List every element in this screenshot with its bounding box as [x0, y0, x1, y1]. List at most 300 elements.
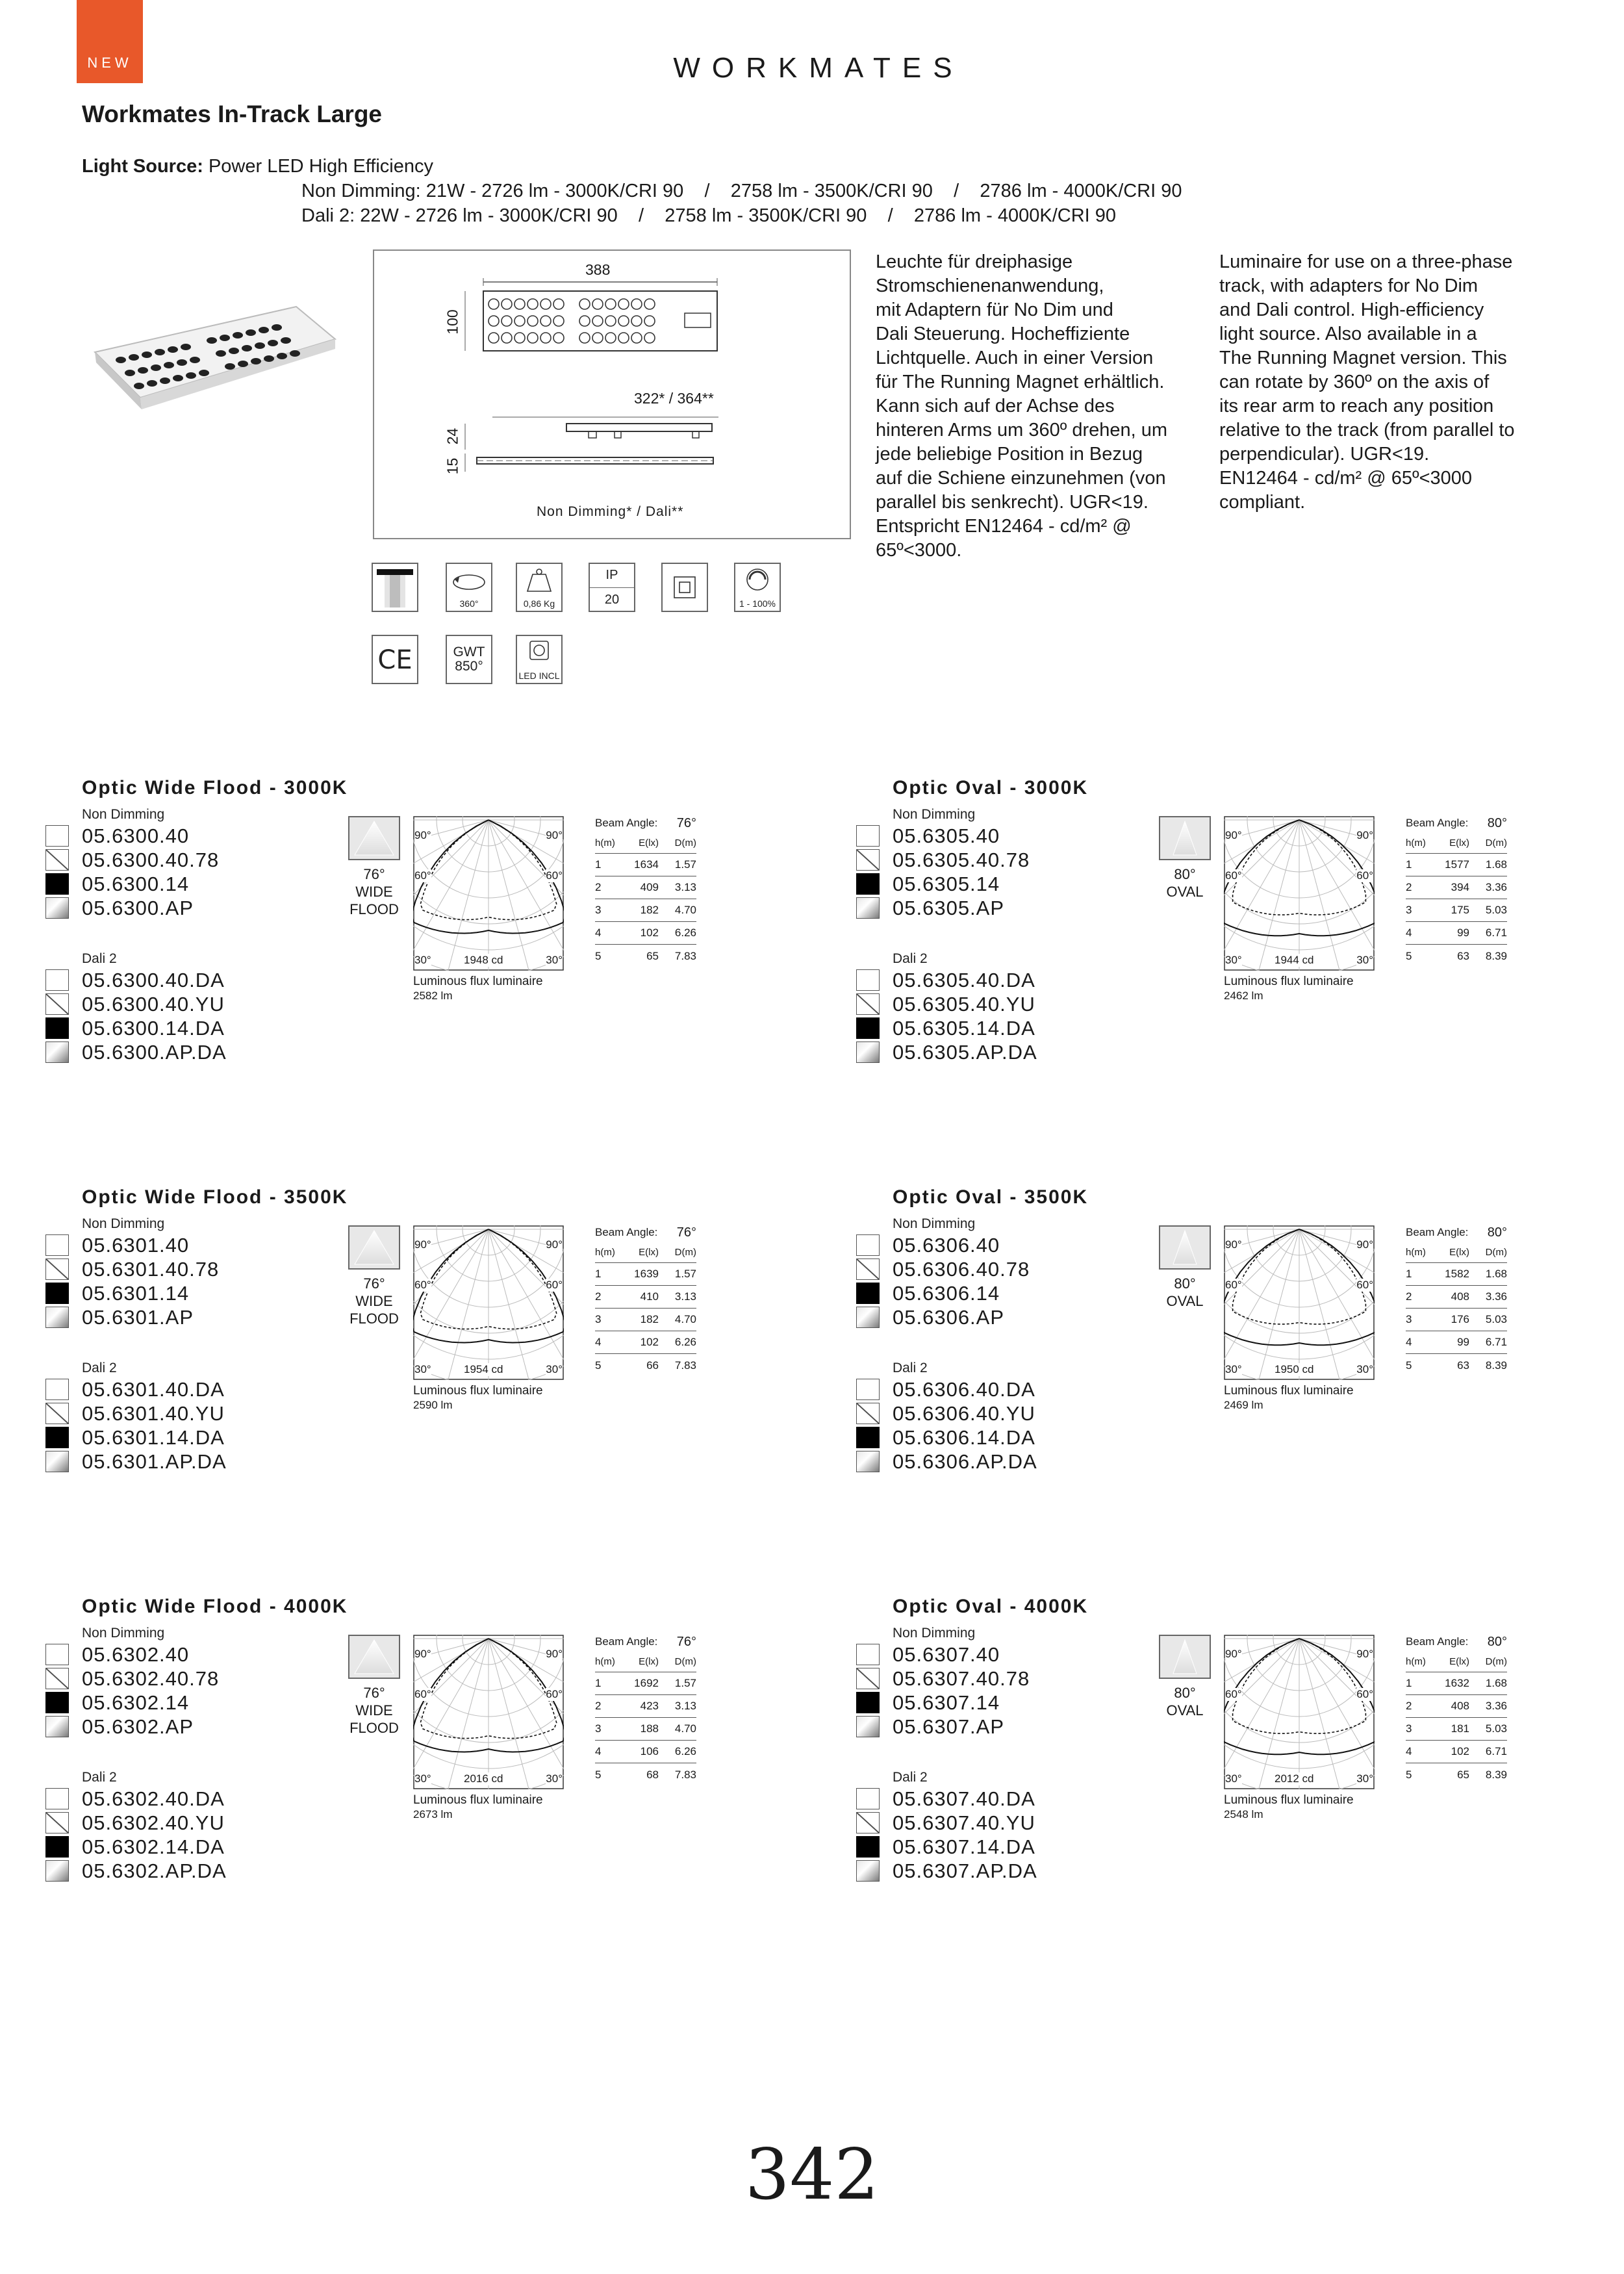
- beam-angle-value: 80°: [1174, 866, 1196, 882]
- product-code-row: [82, 1305, 219, 1329]
- beam-angle-table-value: 80°: [1487, 815, 1507, 830]
- finish-swatch: [856, 1258, 880, 1280]
- finish-swatch: [45, 1692, 69, 1713]
- col-d: D(m): [1485, 1247, 1507, 1258]
- drawing-led-circle: [618, 316, 629, 326]
- cell-e: 175: [1451, 904, 1469, 916]
- beam-icon: [348, 1225, 400, 1270]
- product-code: 05.6300.40: [82, 824, 190, 847]
- table-header-row: [595, 1652, 696, 1672]
- photo-led-dot: [290, 350, 300, 357]
- product-code-row: [82, 1040, 227, 1064]
- product-code-row: [82, 1377, 227, 1401]
- cell-e: 65: [646, 949, 659, 962]
- optic-section: [856, 1186, 1624, 1550]
- product-code: 05.6306.40.78: [893, 1258, 1030, 1281]
- drawing-led-circle: [514, 316, 525, 326]
- drawing-led-circle: [488, 333, 499, 343]
- beam-angle-header: [1406, 1223, 1507, 1242]
- rotation-icon: [446, 563, 492, 612]
- finish-swatch: [856, 1788, 880, 1809]
- product-code-row: [893, 1450, 1037, 1474]
- product-code-row: [893, 1715, 1030, 1739]
- cell-h: 5: [1406, 949, 1412, 962]
- optic-section: [45, 777, 851, 1141]
- polar-label-90-right: 90°: [546, 829, 563, 841]
- finish-swatch: [45, 1041, 69, 1063]
- optic-section: [45, 1596, 851, 1960]
- finish-swatch: [856, 1307, 880, 1328]
- cell-d: 1.57: [674, 1677, 696, 1689]
- polar-diagram: [1224, 816, 1375, 971]
- cell-d: 1.57: [674, 1268, 696, 1280]
- rotation-arrow-icon: [447, 564, 491, 596]
- light-source-line2: Non Dimming: 21W - 2726 lm - 3000K/CRI 90 / 2758 lm - 3500K/CRI 90 / 2786 lm - 4000K/CRI 90: [301, 181, 1182, 201]
- drawing-led-circle: [592, 299, 603, 309]
- product-code-row: [893, 824, 1030, 848]
- product-code: 05.6302.40.78: [82, 1667, 220, 1690]
- illuminance-table: [1406, 1632, 1507, 1786]
- table-row: [595, 922, 696, 945]
- ip-rating-icon: [589, 563, 635, 612]
- illuminance-table: [1406, 1223, 1507, 1377]
- beam-angle-label: Beam Angle:: [595, 817, 658, 829]
- product-code: 05.6306.14: [893, 1282, 1000, 1305]
- polar-label-90-right: 90°: [546, 1648, 563, 1660]
- beam-angle-value: 76°: [363, 1685, 385, 1701]
- cell-d: 4.70: [674, 1313, 696, 1325]
- dali-label: Dali 2: [82, 1361, 117, 1375]
- cell-h: 2: [1406, 881, 1412, 893]
- product-code: 05.6302.40: [82, 1643, 190, 1666]
- description-german: Leuchte für dreiphasige Stromschienenanwendung, mit Adaptern für No Dim und Dali Steuerung. Hocheffiziente Lichtquelle. Auch in einer Version für The Running Magnet erhältlich. Kann sich auf der Achse des hinteren Arms um 360º drehen, um jede beliebige Position in Bezug auf die Schiene einzunehmen (von parallel bis senkrecht). UGR<19. Entspricht EN12464 - cd/m² @ 65º<3000.: [876, 251, 1168, 561]
- product-code: 05.6301.14.DA: [82, 1426, 225, 1449]
- polar-svg: [413, 1635, 564, 1789]
- beam-icon: [1159, 816, 1211, 860]
- drawing-led-circle: [605, 333, 616, 343]
- cell-d: 8.39: [1485, 949, 1507, 962]
- product-code-row: [82, 968, 227, 992]
- beam-type-2: FLOOD: [349, 1720, 399, 1736]
- beam-type-1: OVAL: [1166, 1293, 1204, 1309]
- drawing-led-circle: [501, 316, 512, 326]
- drawing-led-circle: [553, 316, 564, 326]
- drawing-led-circle: [618, 333, 629, 343]
- photo-led-dot: [129, 354, 139, 361]
- cell-h: 2: [595, 881, 602, 893]
- cell-h: 2: [595, 1700, 602, 1712]
- product-code: 05.6306.14.DA: [893, 1426, 1035, 1449]
- cell-e: 394: [1451, 881, 1469, 893]
- product-code-row: [893, 872, 1030, 896]
- cell-h: 2: [1406, 1290, 1412, 1303]
- beam-angle-table-value: 80°: [1487, 1634, 1507, 1649]
- col-e: E(lx): [1449, 1656, 1469, 1667]
- product-code: 05.6306.AP.DA: [893, 1450, 1037, 1473]
- cell-h: 1: [1406, 1677, 1412, 1689]
- height-label: 100: [444, 309, 461, 335]
- product-code-row: [893, 848, 1030, 872]
- product-code: 05.6300.14: [82, 873, 190, 895]
- cell-e: 66: [646, 1359, 659, 1372]
- finish-swatch: [856, 1017, 880, 1039]
- flux-value: 2673 lm: [413, 1808, 453, 1820]
- drawing-led-circle: [592, 333, 603, 343]
- photo-led-dot: [207, 337, 217, 344]
- finish-swatch: [856, 1836, 880, 1858]
- product-code: 05.6300.40.YU: [82, 993, 225, 1016]
- cell-e: 182: [640, 1313, 659, 1325]
- table-row: [595, 1718, 696, 1741]
- polar-label-60-left: 60°: [414, 1688, 431, 1700]
- product-code-row: [893, 1305, 1030, 1329]
- gwt-label: GWT: [453, 645, 485, 659]
- cell-e: 63: [1457, 1359, 1469, 1372]
- beam-angle-label: Beam Angle:: [1406, 817, 1469, 829]
- product-code-row: [893, 1787, 1037, 1811]
- finish-swatch: [856, 1860, 880, 1882]
- beam-text: [325, 1684, 424, 1737]
- drawing-led-circle: [488, 316, 499, 326]
- product-code-row: [893, 1835, 1037, 1859]
- flux-label: [1224, 975, 1354, 1003]
- beam-angle-table-value: 76°: [676, 1225, 696, 1240]
- non-dimming-codes: [893, 1642, 1030, 1739]
- table-row: [1406, 1309, 1507, 1331]
- cell-e: 188: [640, 1722, 659, 1735]
- beam-angle-table-value: 80°: [1487, 1225, 1507, 1240]
- polar-label-30-right: 30°: [546, 1772, 563, 1785]
- table-row: [595, 1309, 696, 1331]
- cell-d: 4.70: [674, 1722, 696, 1735]
- product-code: 05.6301.14: [82, 1282, 190, 1305]
- cell-e: 1582: [1445, 1268, 1469, 1280]
- square-class-icon: [663, 564, 707, 611]
- beam-cone-icon: [349, 1636, 399, 1678]
- product-code: 05.6307.14: [893, 1691, 1000, 1714]
- polar-label-90-right: 90°: [1356, 1648, 1373, 1660]
- product-code-row: [893, 1425, 1037, 1450]
- cell-h: 3: [595, 1313, 602, 1325]
- dali-label: Dali 2: [82, 1770, 117, 1785]
- section-title: Optic Wide Flood - 3000K: [82, 777, 348, 798]
- product-code-row: [82, 1859, 227, 1883]
- led-included-icon: [516, 635, 563, 684]
- cell-d: 7.83: [674, 1768, 696, 1781]
- flux-label: [1224, 1793, 1354, 1822]
- table-row: [1406, 1263, 1507, 1286]
- table-row: [1406, 854, 1507, 876]
- cell-e: 1634: [634, 858, 659, 871]
- dali-codes: [893, 1787, 1037, 1883]
- product-code: 05.6301.40.YU: [82, 1402, 225, 1425]
- table-row: [595, 899, 696, 922]
- non-dimming-label: Non Dimming: [82, 807, 165, 822]
- photo-led-dot: [220, 335, 230, 341]
- drawing-led-circle: [527, 299, 538, 309]
- beam-cone-icon: [349, 817, 399, 859]
- cell-h: 3: [595, 904, 602, 916]
- photo-led-dot: [190, 357, 200, 363]
- col-e: E(lx): [639, 837, 659, 849]
- dimming-icon: [734, 563, 781, 612]
- finish-swatch: [856, 1668, 880, 1689]
- non-dimming-codes: [82, 824, 219, 920]
- peak-intensity: 2016 cd: [464, 1772, 503, 1785]
- non-dimming-codes: [893, 824, 1030, 920]
- drawing-led-circle: [553, 299, 564, 309]
- cell-h: 5: [595, 1768, 602, 1781]
- drawing-led-circle: [592, 316, 603, 326]
- polar-diagram: [413, 816, 564, 971]
- cell-e: 63: [1457, 949, 1469, 962]
- product-code: 05.6302.14.DA: [82, 1835, 225, 1858]
- polar-diagram: [1224, 1225, 1375, 1380]
- polar-diagram: [413, 1225, 564, 1380]
- product-code-row: [82, 1425, 227, 1450]
- flux-value: 2590 lm: [413, 1399, 453, 1411]
- polar-label-90-left: 90°: [1225, 829, 1242, 841]
- polar-label-90-left: 90°: [1225, 1238, 1242, 1251]
- product-code: 05.6307.40.78: [893, 1667, 1030, 1690]
- photo-led-dot: [147, 380, 157, 387]
- photo-led-dot: [186, 372, 196, 379]
- polar-label-60-right: 60°: [546, 869, 563, 882]
- flux-label: [413, 1793, 543, 1822]
- table-header-row: [595, 833, 696, 854]
- section-title: Optic Oval - 3000K: [893, 777, 1089, 798]
- product-code: 05.6306.AP: [893, 1306, 1005, 1329]
- col-d: D(m): [674, 1656, 696, 1667]
- beam-angle-label: Beam Angle:: [595, 1226, 658, 1238]
- beam-angle-label: Beam Angle:: [595, 1635, 658, 1648]
- cell-h: 5: [595, 949, 602, 962]
- drawing-led-circle: [644, 316, 655, 326]
- rotation-caption: 360°: [459, 598, 479, 609]
- flux-caption: Luminous flux luminaire: [413, 1384, 543, 1398]
- photo-led-dot: [216, 350, 226, 357]
- optic-section: [856, 1596, 1624, 1960]
- product-code-row: [893, 1233, 1030, 1257]
- photo-led-dot: [272, 324, 282, 331]
- description-english: Luminaire for use on a three-phase track, with adapters for No Dim and Dali control. High-efficiency light source. Also available in a The Running Magnet version. This can rotate by 360º on the axis of its rear arm to reach any position relative to the track (from parallel to perpendicular). UGR<19. EN12464 - cd/m² @ 65º<3000 compliant.: [1219, 251, 1515, 513]
- cell-d: 5.03: [1485, 1313, 1507, 1325]
- polar-label-30-left: 30°: [414, 1363, 431, 1375]
- ce-mark: CE: [377, 645, 412, 675]
- cell-d: 1.68: [1485, 1677, 1507, 1689]
- cell-d: 1.57: [674, 858, 696, 871]
- flux-caption: Luminous flux luminaire: [413, 975, 543, 988]
- cell-h: 3: [595, 1722, 602, 1735]
- finish-swatch: [45, 1234, 69, 1256]
- polar-diagram: [413, 1635, 564, 1789]
- photo-led-dot: [160, 377, 170, 384]
- peak-intensity: 2012 cd: [1275, 1772, 1314, 1785]
- table-row: [595, 1763, 696, 1786]
- non-dimming-label: Non Dimming: [893, 1626, 976, 1641]
- photo-led-dot: [259, 327, 269, 333]
- table-row: [1406, 945, 1507, 967]
- table-header-row: [1406, 1652, 1507, 1672]
- width-label: 388: [585, 261, 611, 278]
- cell-h: 1: [1406, 1268, 1412, 1280]
- depth-15-label: 15: [444, 457, 461, 475]
- beam-angle-label: Beam Angle:: [1406, 1635, 1469, 1648]
- product-code-row: [82, 824, 219, 848]
- product-title: Workmates In-Track Large: [82, 101, 382, 127]
- cell-e: 106: [640, 1745, 659, 1757]
- photo-led-dot: [281, 337, 291, 344]
- cell-d: 3.36: [1485, 1700, 1507, 1712]
- finish-swatch: [856, 1427, 880, 1448]
- finish-swatch: [45, 1644, 69, 1665]
- polar-label-30-left: 30°: [414, 1772, 431, 1785]
- cell-h: 5: [1406, 1768, 1412, 1781]
- dimension-drawing: [373, 249, 851, 539]
- cell-d: 5.03: [1485, 904, 1507, 916]
- finish-swatch: [45, 1451, 69, 1472]
- peak-intensity: 1948 cd: [464, 954, 503, 966]
- polar-label-30-left: 30°: [414, 954, 431, 966]
- product-code-row: [82, 1691, 219, 1715]
- depth-24-label: 24: [444, 428, 461, 445]
- table-row: [595, 1354, 696, 1377]
- cell-d: 6.26: [674, 1336, 696, 1348]
- polar-label-30-left: 30°: [1225, 1363, 1242, 1375]
- light-source-block: [82, 154, 1182, 226]
- illuminance-table: [1406, 813, 1507, 967]
- product-code-row: [893, 1281, 1030, 1305]
- polar-label-60-right: 60°: [1356, 1279, 1373, 1291]
- finish-swatch: [45, 897, 69, 919]
- polar-label-30-left: 30°: [1225, 954, 1242, 966]
- product-code: 05.6307.AP.DA: [893, 1859, 1037, 1882]
- product-code-row: [82, 1667, 219, 1691]
- cell-h: 2: [595, 1290, 602, 1303]
- polar-label-30-right: 30°: [1356, 1772, 1373, 1785]
- finish-swatch: [45, 1427, 69, 1448]
- product-code: 05.6307.14.DA: [893, 1835, 1035, 1858]
- product-code: 05.6305.40.DA: [893, 969, 1035, 991]
- weight-caption: 0,86 Kg: [523, 598, 555, 609]
- table-row: [595, 876, 696, 899]
- beam-cone-icon: [349, 1227, 399, 1268]
- cell-d: 8.39: [1485, 1768, 1507, 1781]
- product-code: 05.6305.40: [893, 824, 1000, 847]
- flux-label: [1224, 1384, 1354, 1412]
- dali-codes: [893, 1377, 1037, 1474]
- flux-caption: Luminous flux luminaire: [1224, 1793, 1354, 1807]
- polar-label-90-left: 90°: [414, 1238, 431, 1251]
- product-code: 05.6305.40.YU: [893, 993, 1035, 1016]
- section-title: Optic Oval - 4000K: [893, 1596, 1089, 1617]
- drawing-led-circle: [540, 316, 551, 326]
- cell-d: 1.68: [1485, 1268, 1507, 1280]
- photo-led-dot: [155, 349, 165, 355]
- finish-swatch: [856, 849, 880, 871]
- cell-e: 182: [640, 904, 659, 916]
- beam-cone-icon: [1160, 817, 1210, 859]
- drawing-led-circle: [605, 316, 616, 326]
- finish-swatch: [856, 897, 880, 919]
- finish-swatch: [856, 969, 880, 991]
- light-source-line3: Dali 2: 22W - 2726 lm - 3000K/CRI 90 / 2758 lm - 3500K/CRI 90 / 2786 lm - 4000K/CRI 90: [301, 205, 1117, 226]
- flux-label: [413, 1384, 543, 1412]
- cell-e: 410: [640, 1290, 659, 1303]
- beam-cone-icon: [1160, 1636, 1210, 1678]
- finish-swatch: [856, 993, 880, 1015]
- brand-title: WORKMATES: [673, 52, 964, 84]
- photo-led-dot: [168, 346, 178, 353]
- polar-label-90-right: 90°: [546, 1238, 563, 1251]
- product-code-row: [893, 1691, 1030, 1715]
- col-d: D(m): [1485, 837, 1507, 849]
- cell-d: 6.71: [1485, 1336, 1507, 1348]
- finish-swatch: [45, 1716, 69, 1737]
- product-code: 05.6300.AP: [82, 897, 194, 919]
- weight-bell-icon: [517, 564, 561, 596]
- product-code-row: [893, 896, 1030, 920]
- product-code: 05.6306.40: [893, 1234, 1000, 1257]
- cell-d: 3.36: [1485, 1290, 1507, 1303]
- cell-d: 8.39: [1485, 1359, 1507, 1372]
- drawing-led-circle: [501, 299, 512, 309]
- cell-d: 6.26: [674, 1745, 696, 1757]
- finish-swatch: [856, 1041, 880, 1063]
- flux-caption: Luminous flux luminaire: [413, 1793, 543, 1807]
- col-h: h(m): [595, 1656, 615, 1667]
- polar-label-90-left: 90°: [1225, 1648, 1242, 1660]
- cell-h: 5: [1406, 1359, 1412, 1372]
- cell-e: 409: [640, 881, 659, 893]
- beam-type-1: OVAL: [1166, 884, 1204, 900]
- drawing-led-circle: [618, 299, 629, 309]
- dali-codes: [82, 968, 227, 1064]
- product-code: 05.6305.40.78: [893, 849, 1030, 871]
- product-code: 05.6305.AP: [893, 897, 1005, 919]
- non-dimming-codes: [82, 1642, 219, 1739]
- beam-text: [1136, 1275, 1234, 1310]
- cell-h: 4: [1406, 1745, 1412, 1757]
- finish-swatch: [856, 1716, 880, 1737]
- table-row: [1406, 922, 1507, 945]
- product-code: 05.6307.AP: [893, 1715, 1005, 1738]
- product-code: 05.6307.40.DA: [893, 1787, 1035, 1810]
- cell-e: 1639: [634, 1268, 659, 1280]
- cell-e: 176: [1451, 1313, 1469, 1325]
- product-code-row: [82, 1811, 227, 1835]
- dimension-drawing-svg: [374, 251, 852, 541]
- cell-h: 4: [595, 1745, 602, 1757]
- photo-led-dot: [125, 370, 135, 376]
- polar-label-60-right: 60°: [546, 1688, 563, 1700]
- page-number: 342: [744, 2134, 880, 2216]
- finish-swatch: [856, 1379, 880, 1400]
- flux-value: 2548 lm: [1224, 1808, 1263, 1820]
- beam-angle-header: [595, 813, 696, 833]
- beam-text: [325, 1275, 424, 1327]
- beam-type-1: OVAL: [1166, 1702, 1204, 1718]
- cell-d: 3.36: [1485, 881, 1507, 893]
- col-h: h(m): [1406, 1656, 1426, 1667]
- versions-note: Non Dimming* / Dali**: [537, 504, 684, 519]
- table-row: [1406, 876, 1507, 899]
- finish-swatch: [856, 1812, 880, 1833]
- polar-diagram: [1224, 1635, 1375, 1789]
- product-code: 05.6302.AP: [82, 1715, 194, 1738]
- beam-type-1: WIDE: [355, 1702, 393, 1718]
- photo-led-dot: [142, 351, 152, 358]
